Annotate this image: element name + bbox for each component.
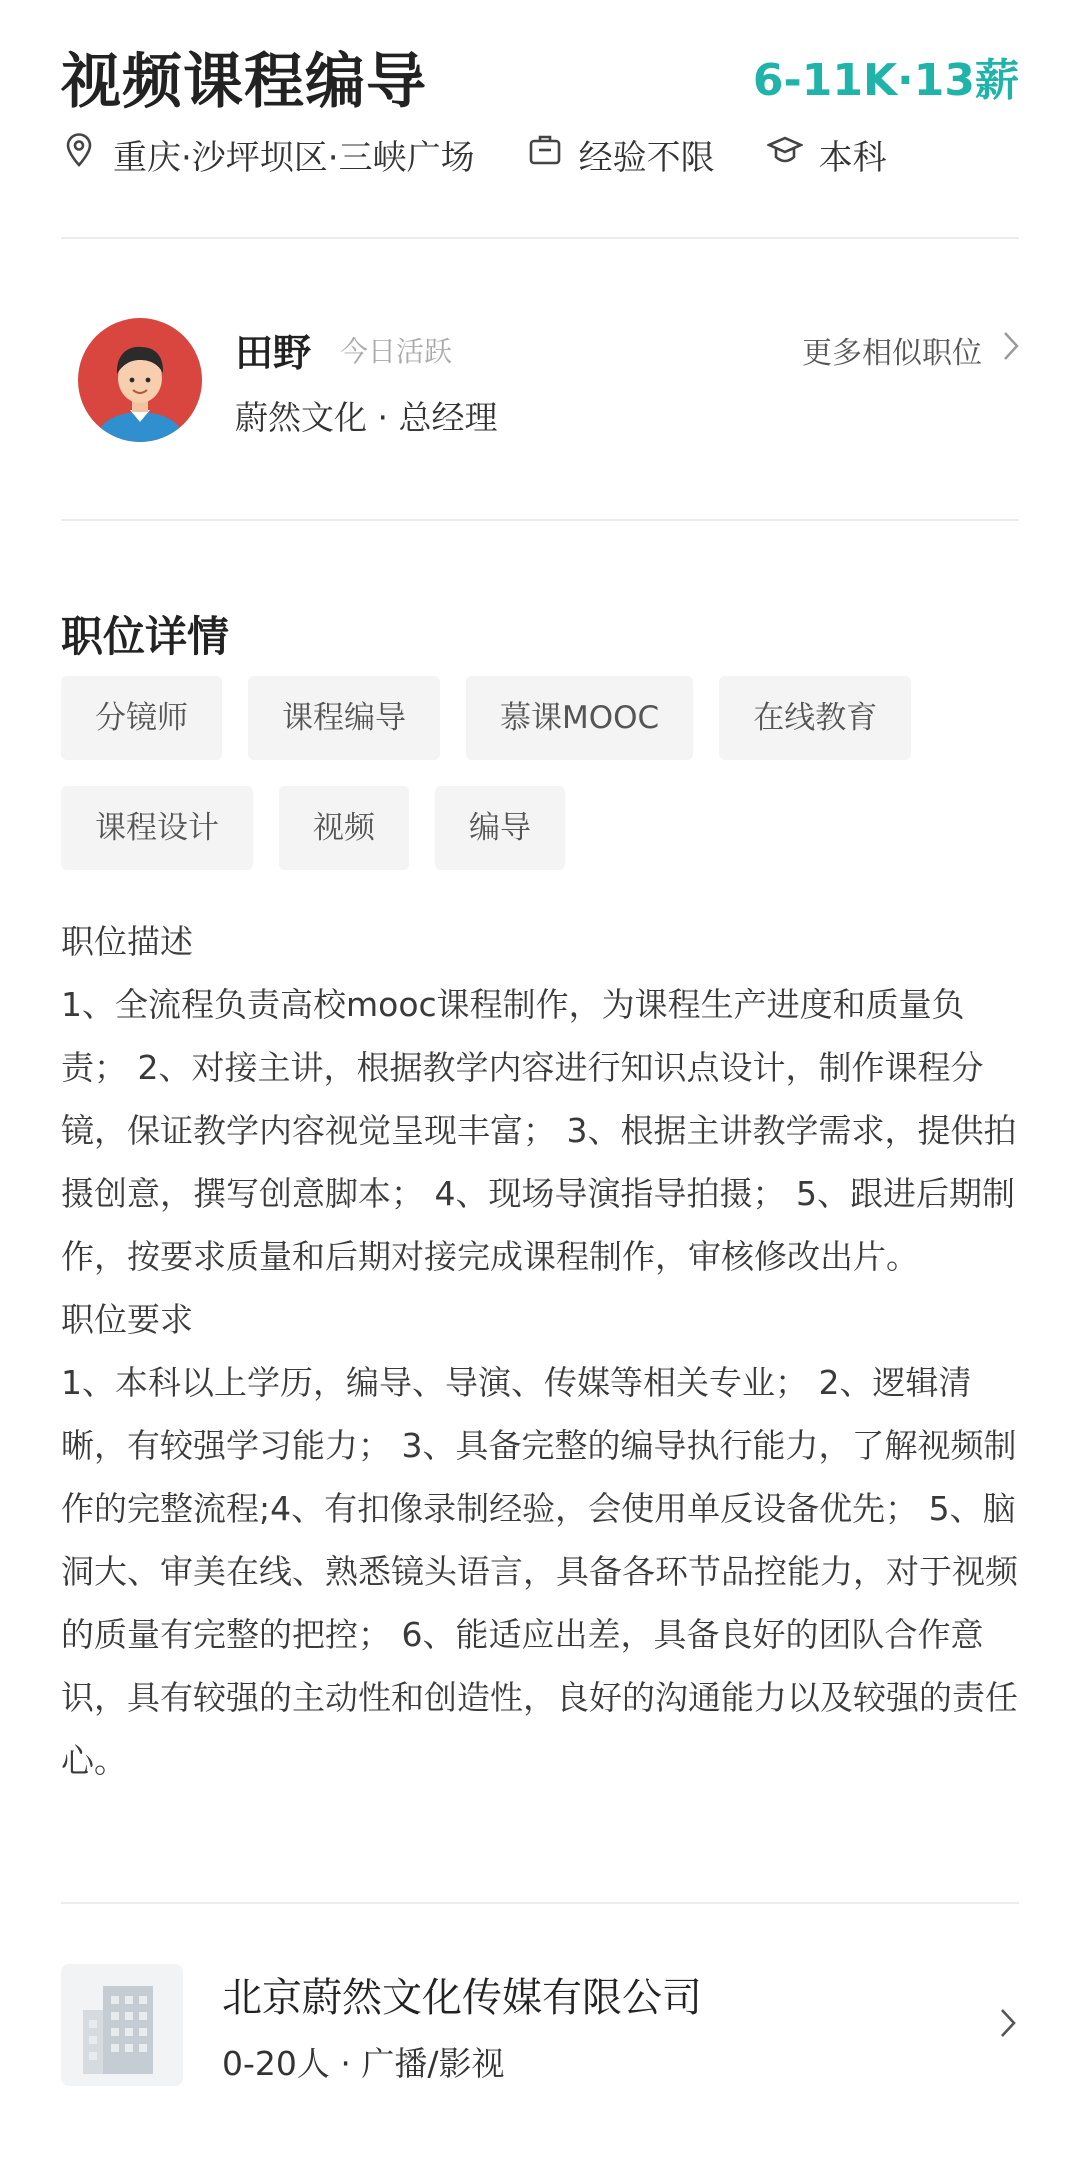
recruiter-status: 今日活跃 — [340, 335, 453, 368]
location-item — [61, 130, 475, 179]
job-title: 视频课程编导 — [61, 47, 427, 117]
company-info: 0-20人 · 广播/影视 — [222, 2044, 505, 2083]
divider — [61, 237, 1019, 239]
more-similar-jobs-label: 更多相似职位 — [802, 336, 982, 371]
recruiter-avatar[interactable] — [78, 318, 202, 442]
education-item — [767, 130, 887, 179]
tag-item[interactable]: 慕课MOOC — [466, 676, 693, 760]
recruiter-name: 田野 — [235, 331, 312, 375]
location-text: 重庆·沙坪坝区·三峡广场 — [113, 137, 475, 178]
education-text: 本科 — [818, 137, 887, 178]
recruiter-company-role: 蔚然文化 · 总经理 — [235, 398, 498, 437]
description-heading: 职位描述 — [61, 922, 193, 961]
briefcase-icon — [527, 132, 579, 177]
tag-item[interactable]: 分镜师 — [61, 676, 222, 760]
more-similar-jobs-link[interactable] — [802, 328, 1022, 372]
experience-item — [527, 130, 715, 179]
tag-list — [61, 676, 1021, 896]
company-name[interactable]: 北京蔚然文化传媒有限公司 — [222, 1975, 702, 2021]
section-title-job-details: 职位详情 — [61, 612, 230, 661]
divider — [61, 1902, 1019, 1904]
graduation-cap-icon — [767, 132, 819, 177]
tag-item[interactable]: 在线教育 — [719, 676, 911, 760]
tag-item[interactable]: 课程编导 — [248, 676, 440, 760]
chevron-right-icon[interactable] — [997, 2004, 1019, 2042]
salary: 6-11K·13薪 — [752, 55, 1019, 106]
chevron-right-icon — [982, 328, 1022, 372]
tag-item[interactable]: 视频 — [279, 786, 409, 870]
job-meta-row — [61, 126, 939, 182]
requirements-heading: 职位要求 — [61, 1300, 193, 1339]
tag-item[interactable]: 编导 — [435, 786, 565, 870]
tag-item[interactable]: 课程设计 — [61, 786, 253, 870]
location-pin-icon — [61, 132, 113, 177]
description-text: 1、全流程负责高校mooc课程制作，为课程生产进度和质量负责； 2、对接主讲，根据教学内容进行知识点设计，制作课程分镜，保证教学内容视觉呈现丰富； 3、根据主讲教学需求，提供拍摄创意，撰写创意脚本； 4、现场导演指导拍摄； 5、跟进后期制作，按要求质量和后期对接完成课程制作，审核修改出片。 — [61, 985, 1017, 1276]
company-logo[interactable] — [61, 1964, 183, 2086]
divider — [61, 519, 1019, 521]
job-description — [61, 910, 1021, 1792]
requirements-text: 1、本科以上学历，编导、导演、传媒等相关专业； 2、逻辑清晰，有较强学习能力； 3、具备完整的编导执行能力，了解视频制作的完整流程;4、有扣像录制经验，会使用单反设备优先； 5、脑洞大、审美在线、熟悉镜头语言，具备各环节品控能力，对于视频的质量有完整的把控； 6、能适应出差，具备良好的团队合作意识，具有较强的主动性和创造性，良好的沟通能力以及较强的责任心。 — [61, 1363, 1018, 1780]
experience-text: 经验不限 — [578, 137, 715, 178]
